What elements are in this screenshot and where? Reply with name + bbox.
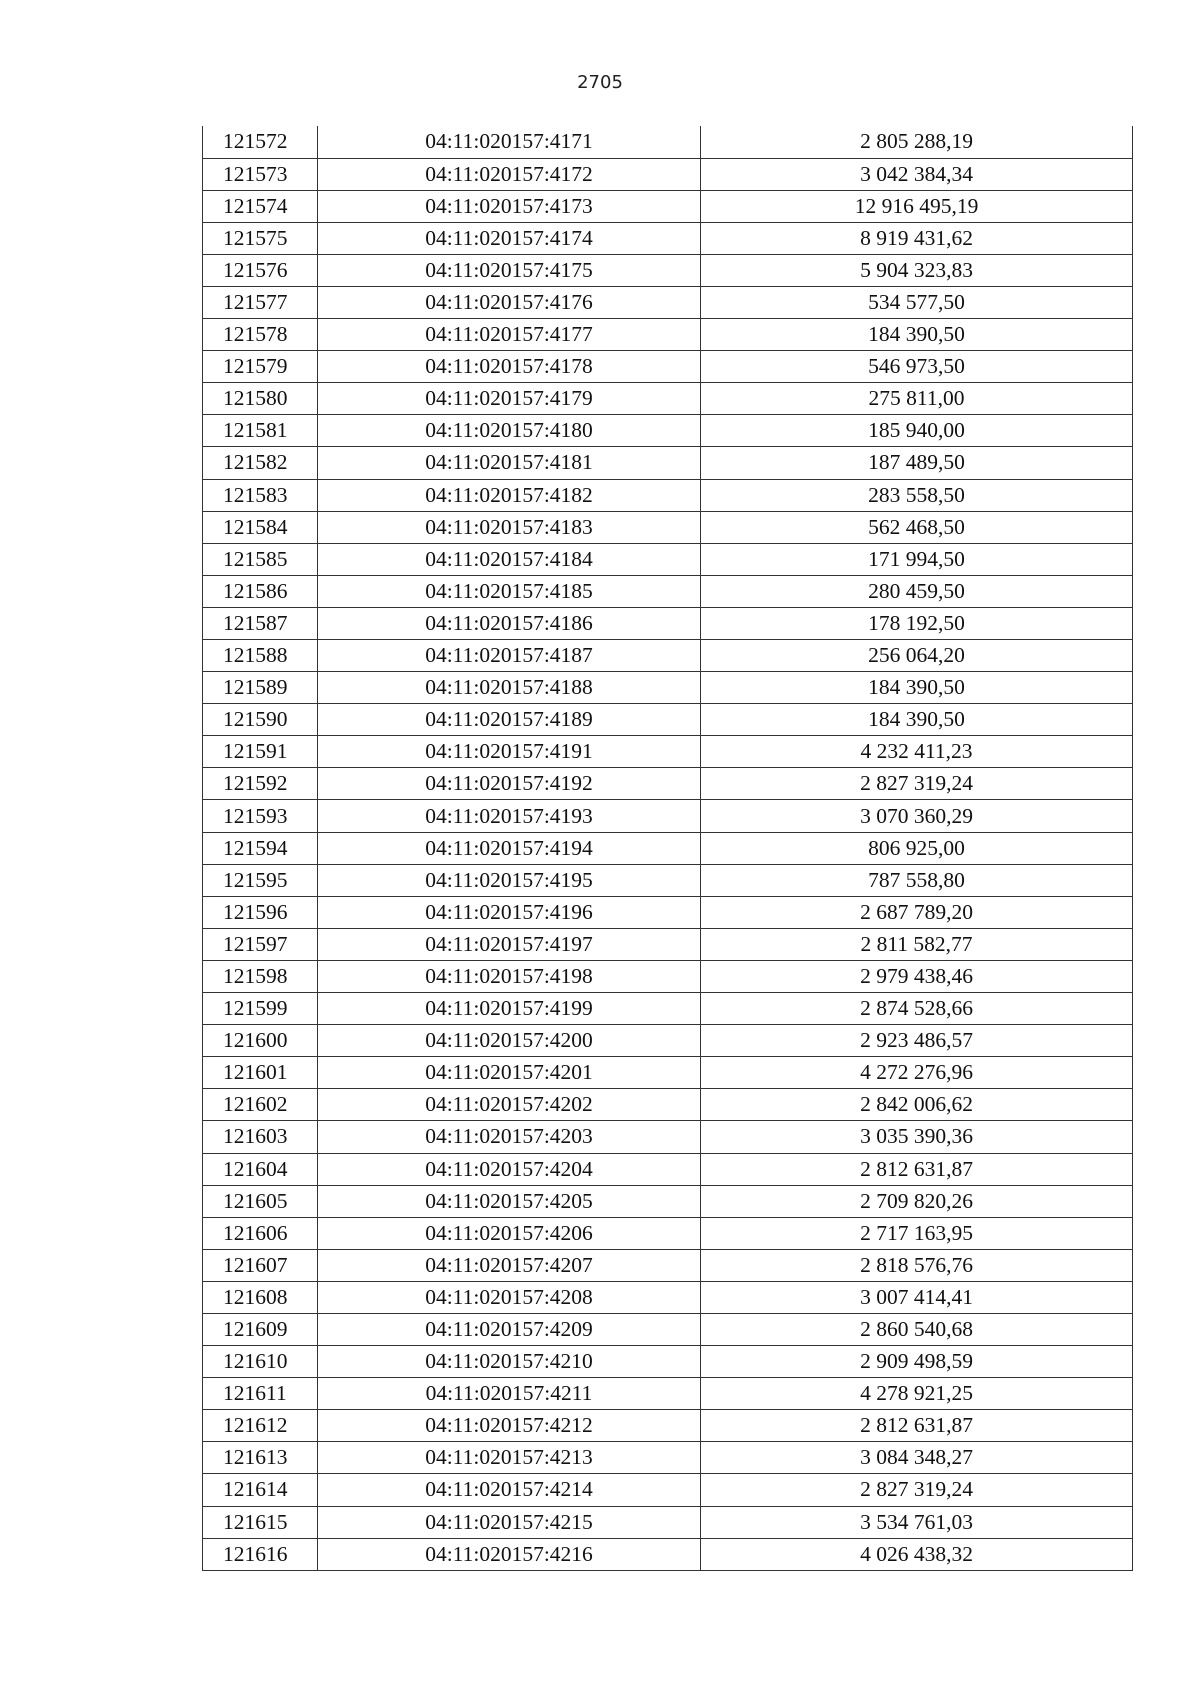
table-row xyxy=(203,1217,1133,1249)
table-row xyxy=(203,190,1133,222)
cadastral-value-cell: 2 842 006,62 xyxy=(701,1089,1133,1121)
cadastral-number-cell: 04:11:020157:4212 xyxy=(318,1410,701,1442)
table-row xyxy=(203,1378,1133,1410)
row-number-cell: 121597 xyxy=(203,928,318,960)
row-number-cell: 121599 xyxy=(203,993,318,1025)
cadastral-value-cell: 2 687 789,20 xyxy=(701,896,1133,928)
cadastral-number-cell: 04:11:020157:4216 xyxy=(318,1538,701,1570)
cadastral-value-cell: 2 860 540,68 xyxy=(701,1313,1133,1345)
cadastral-value-cell: 5 904 323,83 xyxy=(701,254,1133,286)
row-number-cell: 121615 xyxy=(203,1506,318,1538)
row-number-cell: 121611 xyxy=(203,1378,318,1410)
table-row xyxy=(203,254,1133,286)
cadastral-value-cell: 256 064,20 xyxy=(701,640,1133,672)
cadastral-value-cell: 187 489,50 xyxy=(701,447,1133,479)
cadastral-value-cell: 2 979 438,46 xyxy=(701,960,1133,992)
row-number-cell: 121610 xyxy=(203,1346,318,1378)
table-row xyxy=(203,1442,1133,1474)
cadastral-number-cell: 04:11:020157:4196 xyxy=(318,896,701,928)
table-row xyxy=(203,126,1133,158)
cadastral-value-cell: 546 973,50 xyxy=(701,351,1133,383)
table-row xyxy=(203,1538,1133,1570)
row-number-cell: 121579 xyxy=(203,351,318,383)
row-number-cell: 121607 xyxy=(203,1249,318,1281)
table-row xyxy=(203,896,1133,928)
table-row xyxy=(203,928,1133,960)
cadastral-number-cell: 04:11:020157:4199 xyxy=(318,993,701,1025)
cadastral-value-cell: 3 007 414,41 xyxy=(701,1281,1133,1313)
cadastral-number-cell: 04:11:020157:4198 xyxy=(318,960,701,992)
row-number-cell: 121606 xyxy=(203,1217,318,1249)
row-number-cell: 121603 xyxy=(203,1121,318,1153)
cadastral-value-cell: 184 390,50 xyxy=(701,704,1133,736)
table-row xyxy=(203,351,1133,383)
table-row xyxy=(203,736,1133,768)
row-number-cell: 121576 xyxy=(203,254,318,286)
row-number-cell: 121577 xyxy=(203,286,318,318)
table-row xyxy=(203,993,1133,1025)
cadastral-value-cell: 4 278 921,25 xyxy=(701,1378,1133,1410)
cadastral-number-cell: 04:11:020157:4215 xyxy=(318,1506,701,1538)
table-row xyxy=(203,1057,1133,1089)
cadastral-number-cell: 04:11:020157:4191 xyxy=(318,736,701,768)
cadastral-value-cell: 2 827 319,24 xyxy=(701,768,1133,800)
cadastral-number-cell: 04:11:020157:4185 xyxy=(318,575,701,607)
cadastral-value-cell: 185 940,00 xyxy=(701,415,1133,447)
cadastral-number-cell: 04:11:020157:4194 xyxy=(318,832,701,864)
cadastral-value-table xyxy=(202,126,1133,1571)
table-row xyxy=(203,607,1133,639)
row-number-cell: 121605 xyxy=(203,1185,318,1217)
cadastral-number-cell: 04:11:020157:4205 xyxy=(318,1185,701,1217)
cadastral-value-cell: 283 558,50 xyxy=(701,479,1133,511)
cadastral-number-cell: 04:11:020157:4214 xyxy=(318,1474,701,1506)
cadastral-number-cell: 04:11:020157:4172 xyxy=(318,158,701,190)
cadastral-number-cell: 04:11:020157:4174 xyxy=(318,222,701,254)
cadastral-number-cell: 04:11:020157:4203 xyxy=(318,1121,701,1153)
cadastral-value-cell: 534 577,50 xyxy=(701,286,1133,318)
cadastral-number-cell: 04:11:020157:4195 xyxy=(318,864,701,896)
cadastral-value-cell: 280 459,50 xyxy=(701,575,1133,607)
page-number: 2705 xyxy=(577,72,623,93)
table-row xyxy=(203,832,1133,864)
table-row xyxy=(203,158,1133,190)
cadastral-number-cell: 04:11:020157:4178 xyxy=(318,351,701,383)
cadastral-value-cell: 171 994,50 xyxy=(701,543,1133,575)
row-number-cell: 121587 xyxy=(203,607,318,639)
row-number-cell: 121593 xyxy=(203,800,318,832)
cadastral-number-cell: 04:11:020157:4200 xyxy=(318,1025,701,1057)
cadastral-number-cell: 04:11:020157:4187 xyxy=(318,640,701,672)
table-row xyxy=(203,1249,1133,1281)
table-row xyxy=(203,383,1133,415)
row-number-cell: 121582 xyxy=(203,447,318,479)
cadastral-number-cell: 04:11:020157:4197 xyxy=(318,928,701,960)
table-row xyxy=(203,800,1133,832)
table-row xyxy=(203,511,1133,543)
row-number-cell: 121572 xyxy=(203,126,318,158)
row-number-cell: 121613 xyxy=(203,1442,318,1474)
cadastral-number-cell: 04:11:020157:4188 xyxy=(318,672,701,704)
cadastral-number-cell: 04:11:020157:4189 xyxy=(318,704,701,736)
table-row xyxy=(203,447,1133,479)
cadastral-value-cell: 2 818 576,76 xyxy=(701,1249,1133,1281)
cadastral-value-cell: 2 812 631,87 xyxy=(701,1153,1133,1185)
row-number-cell: 121584 xyxy=(203,511,318,543)
table-row xyxy=(203,543,1133,575)
table-row xyxy=(203,319,1133,351)
table-row xyxy=(203,1121,1133,1153)
row-number-cell: 121592 xyxy=(203,768,318,800)
cadastral-value-cell: 184 390,50 xyxy=(701,672,1133,704)
row-number-cell: 121578 xyxy=(203,319,318,351)
table-row xyxy=(203,286,1133,318)
cadastral-value-cell: 4 232 411,23 xyxy=(701,736,1133,768)
cadastral-value-cell: 8 919 431,62 xyxy=(701,222,1133,254)
row-number-cell: 121574 xyxy=(203,190,318,222)
table-row xyxy=(203,1410,1133,1442)
cadastral-number-cell: 04:11:020157:4193 xyxy=(318,800,701,832)
row-number-cell: 121583 xyxy=(203,479,318,511)
table-row xyxy=(203,1474,1133,1506)
cadastral-value-cell: 3 035 390,36 xyxy=(701,1121,1133,1153)
row-number-cell: 121598 xyxy=(203,960,318,992)
cadastral-value-cell: 4 026 438,32 xyxy=(701,1538,1133,1570)
row-number-cell: 121604 xyxy=(203,1153,318,1185)
table-row xyxy=(203,960,1133,992)
row-number-cell: 121616 xyxy=(203,1538,318,1570)
cadastral-number-cell: 04:11:020157:4184 xyxy=(318,543,701,575)
row-number-cell: 121575 xyxy=(203,222,318,254)
cadastral-number-cell: 04:11:020157:4175 xyxy=(318,254,701,286)
table-row xyxy=(203,1025,1133,1057)
row-number-cell: 121590 xyxy=(203,704,318,736)
row-number-cell: 121600 xyxy=(203,1025,318,1057)
cadastral-value-cell: 3 042 384,34 xyxy=(701,158,1133,190)
cadastral-number-cell: 04:11:020157:4213 xyxy=(318,1442,701,1474)
row-number-cell: 121588 xyxy=(203,640,318,672)
cadastral-number-cell: 04:11:020157:4177 xyxy=(318,319,701,351)
cadastral-number-cell: 04:11:020157:4206 xyxy=(318,1217,701,1249)
row-number-cell: 121585 xyxy=(203,543,318,575)
row-number-cell: 121573 xyxy=(203,158,318,190)
row-number-cell: 121581 xyxy=(203,415,318,447)
table-row xyxy=(203,672,1133,704)
cadastral-value-cell: 2 874 528,66 xyxy=(701,993,1133,1025)
row-number-cell: 121594 xyxy=(203,832,318,864)
cadastral-number-cell: 04:11:020157:4202 xyxy=(318,1089,701,1121)
cadastral-number-cell: 04:11:020157:4211 xyxy=(318,1378,701,1410)
row-number-cell: 121580 xyxy=(203,383,318,415)
cadastral-value-cell: 2 923 486,57 xyxy=(701,1025,1133,1057)
cadastral-value-cell: 4 272 276,96 xyxy=(701,1057,1133,1089)
cadastral-number-cell: 04:11:020157:4192 xyxy=(318,768,701,800)
cadastral-number-cell: 04:11:020157:4183 xyxy=(318,511,701,543)
cadastral-value-cell: 275 811,00 xyxy=(701,383,1133,415)
cadastral-value-cell: 2 812 631,87 xyxy=(701,1410,1133,1442)
cadastral-number-cell: 04:11:020157:4210 xyxy=(318,1346,701,1378)
row-number-cell: 121609 xyxy=(203,1313,318,1345)
cadastral-value-cell: 3 084 348,27 xyxy=(701,1442,1133,1474)
row-number-cell: 121614 xyxy=(203,1474,318,1506)
row-number-cell: 121602 xyxy=(203,1089,318,1121)
cadastral-number-cell: 04:11:020157:4182 xyxy=(318,479,701,511)
table-row xyxy=(203,1506,1133,1538)
cadastral-number-cell: 04:11:020157:4201 xyxy=(318,1057,701,1089)
table-row xyxy=(203,1313,1133,1345)
cadastral-value-cell: 2 717 163,95 xyxy=(701,1217,1133,1249)
table-row xyxy=(203,575,1133,607)
cadastral-value-cell: 3 070 360,29 xyxy=(701,800,1133,832)
cadastral-value-cell: 178 192,50 xyxy=(701,607,1133,639)
table-row xyxy=(203,415,1133,447)
cadastral-value-cell: 2 811 582,77 xyxy=(701,928,1133,960)
table-row xyxy=(203,1185,1133,1217)
cadastral-number-cell: 04:11:020157:4180 xyxy=(318,415,701,447)
cadastral-number-cell: 04:11:020157:4171 xyxy=(318,126,701,158)
cadastral-value-cell: 12 916 495,19 xyxy=(701,190,1133,222)
table-row xyxy=(203,864,1133,896)
cadastral-value-cell: 787 558,80 xyxy=(701,864,1133,896)
row-number-cell: 121601 xyxy=(203,1057,318,1089)
table-row xyxy=(203,640,1133,672)
cadastral-number-cell: 04:11:020157:4173 xyxy=(318,190,701,222)
cadastral-number-cell: 04:11:020157:4186 xyxy=(318,607,701,639)
cadastral-value-cell: 806 925,00 xyxy=(701,832,1133,864)
cadastral-value-cell: 562 468,50 xyxy=(701,511,1133,543)
cadastral-number-cell: 04:11:020157:4204 xyxy=(318,1153,701,1185)
row-number-cell: 121589 xyxy=(203,672,318,704)
table-row xyxy=(203,479,1133,511)
cadastral-number-cell: 04:11:020157:4176 xyxy=(318,286,701,318)
table-row xyxy=(203,222,1133,254)
row-number-cell: 121595 xyxy=(203,864,318,896)
cadastral-value-cell: 2 709 820,26 xyxy=(701,1185,1133,1217)
cadastral-number-cell: 04:11:020157:4207 xyxy=(318,1249,701,1281)
cadastral-value-cell: 2 909 498,59 xyxy=(701,1346,1133,1378)
row-number-cell: 121586 xyxy=(203,575,318,607)
table-row xyxy=(203,1281,1133,1313)
cadastral-value-cell: 2 805 288,19 xyxy=(701,126,1133,158)
cadastral-value-cell: 184 390,50 xyxy=(701,319,1133,351)
table-row xyxy=(203,1089,1133,1121)
cadastral-number-cell: 04:11:020157:4179 xyxy=(318,383,701,415)
row-number-cell: 121612 xyxy=(203,1410,318,1442)
cadastral-value-cell: 2 827 319,24 xyxy=(701,1474,1133,1506)
cadastral-number-cell: 04:11:020157:4209 xyxy=(318,1313,701,1345)
table-row xyxy=(203,1153,1133,1185)
cadastral-value-cell: 3 534 761,03 xyxy=(701,1506,1133,1538)
row-number-cell: 121596 xyxy=(203,896,318,928)
table-row xyxy=(203,1346,1133,1378)
cadastral-number-cell: 04:11:020157:4181 xyxy=(318,447,701,479)
table-row xyxy=(203,704,1133,736)
row-number-cell: 121608 xyxy=(203,1281,318,1313)
row-number-cell: 121591 xyxy=(203,736,318,768)
table-row xyxy=(203,768,1133,800)
table-body xyxy=(203,126,1133,1570)
cadastral-number-cell: 04:11:020157:4208 xyxy=(318,1281,701,1313)
